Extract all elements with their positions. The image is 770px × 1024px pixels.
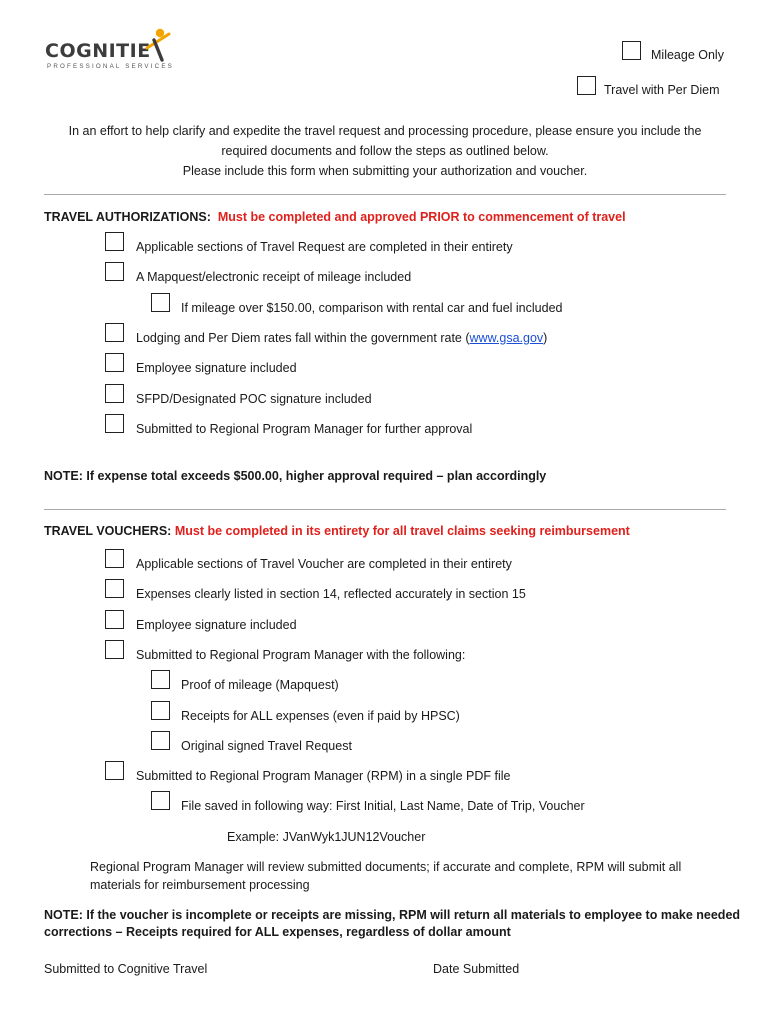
voucher-item-4a: Proof of mileage (Mapquest) <box>181 678 339 692</box>
review-text-line-1: Regional Program Manager will review submitted documents; if accurate and complete, RPM will submit all <box>90 860 682 874</box>
vouchers-heading: TRAVEL VOUCHERS: Must be completed in its entirety for all travel claims seeking reimbursement <box>44 524 630 538</box>
voucher-checkbox-5[interactable] <box>105 761 124 780</box>
authorizations-heading: TRAVEL AUTHORIZATIONS: Must be completed and approved PRIOR to commencement of travel <box>44 210 626 224</box>
voucher-item-4b: Receipts for ALL expenses (even if paid by HPSC) <box>181 709 460 723</box>
voucher-item-3: Employee signature included <box>136 618 297 632</box>
logo-figure-icon <box>145 28 171 62</box>
filename-example: Example: JVanWyk1JUN12Voucher <box>227 830 426 844</box>
voucher-item-5: Submitted to Regional Program Manager (RPM) in a single PDF file <box>136 769 511 783</box>
auth-item-2: A Mapquest/electronic receipt of mileage included <box>136 270 412 284</box>
voucher-checkbox-4a[interactable] <box>151 670 170 689</box>
auth-checkbox-2[interactable] <box>105 262 124 281</box>
auth-item-5: SFPD/Designated POC signature included <box>136 392 372 406</box>
logo-subtitle: PROFESSIONAL SERVICES <box>47 63 175 70</box>
auth-checkbox-5[interactable] <box>105 384 124 403</box>
divider <box>44 194 726 195</box>
voucher-checkbox-1[interactable] <box>105 549 124 568</box>
voucher-item-1: Applicable sections of Travel Voucher are completed in their entirety <box>136 557 512 571</box>
intro-line-3: Please include this form when submitting your authorization and voucher. <box>182 164 588 178</box>
intro-line-2: required documents and follow the steps as outlined below. <box>221 144 549 158</box>
auth-checkbox-3[interactable] <box>105 323 124 342</box>
voucher-checkbox-4[interactable] <box>105 640 124 659</box>
divider <box>44 509 726 510</box>
auth-checkbox-1[interactable] <box>105 232 124 251</box>
mileage-only-checkbox[interactable] <box>622 41 641 60</box>
note-incomplete-line-2: corrections – Receipts required for ALL expenses, regardless of dollar amount <box>44 925 511 939</box>
auth-checkbox-6[interactable] <box>105 414 124 433</box>
travel-per-diem-label: Travel with Per Diem <box>604 83 720 97</box>
authorizations-heading-note: Must be completed and approved PRIOR to commencement of travel <box>217 210 626 224</box>
voucher-checkbox-5a[interactable] <box>151 791 170 810</box>
voucher-checkbox-3[interactable] <box>105 610 124 629</box>
logo-wordmark: COGNITIE <box>45 40 151 62</box>
auth-item-1: Applicable sections of Travel Request are completed in their entirety <box>136 240 513 254</box>
note-approval: NOTE: If expense total exceeds $500.00, higher approval required – plan accordingly <box>44 469 547 483</box>
review-text-line-2: materials for reimbursement processing <box>90 878 310 892</box>
voucher-item-2: Expenses clearly listed in section 14, reflected accurately in section 15 <box>136 587 526 601</box>
travel-per-diem-checkbox[interactable] <box>577 76 596 95</box>
vouchers-heading-note: Must be completed in its entirety for all travel claims seeking reimbursement <box>174 524 630 538</box>
note-incomplete-line-1: NOTE: If the voucher is incomplete or receipts are missing, RPM will return all materials to employee to make needed <box>44 908 741 922</box>
auth-item-2a: If mileage over $150.00, comparison with rental car and fuel included <box>181 301 563 315</box>
date-submitted-label: Date Submitted <box>433 962 520 976</box>
gsa-link[interactable]: www.gsa.gov <box>469 331 544 345</box>
company-logo <box>45 28 177 74</box>
voucher-item-4: Submitted to Regional Program Manager with the following: <box>136 648 466 662</box>
mileage-only-label: Mileage Only <box>651 48 724 62</box>
auth-item-3: Lodging and Per Diem rates fall within the government rate (www.gsa.gov) <box>136 331 548 345</box>
voucher-checkbox-2[interactable] <box>105 579 124 598</box>
auth-checkbox-4[interactable] <box>105 353 124 372</box>
voucher-checkbox-4c[interactable] <box>151 731 170 750</box>
voucher-item-4c: Original signed Travel Request <box>181 739 352 753</box>
auth-item-4: Employee signature included <box>136 361 297 375</box>
auth-checkbox-2a[interactable] <box>151 293 170 312</box>
voucher-checkbox-4b[interactable] <box>151 701 170 720</box>
intro-line-1: In an effort to help clarify and expedite the travel request and processing procedure, please ensure you include the <box>68 124 702 138</box>
submitted-to-label: Submitted to Cognitive Travel <box>44 962 208 976</box>
voucher-item-5a: File saved in following way: First Initial, Last Name, Date of Trip, Voucher <box>181 799 585 813</box>
auth-item-6: Submitted to Regional Program Manager for further approval <box>136 422 473 436</box>
